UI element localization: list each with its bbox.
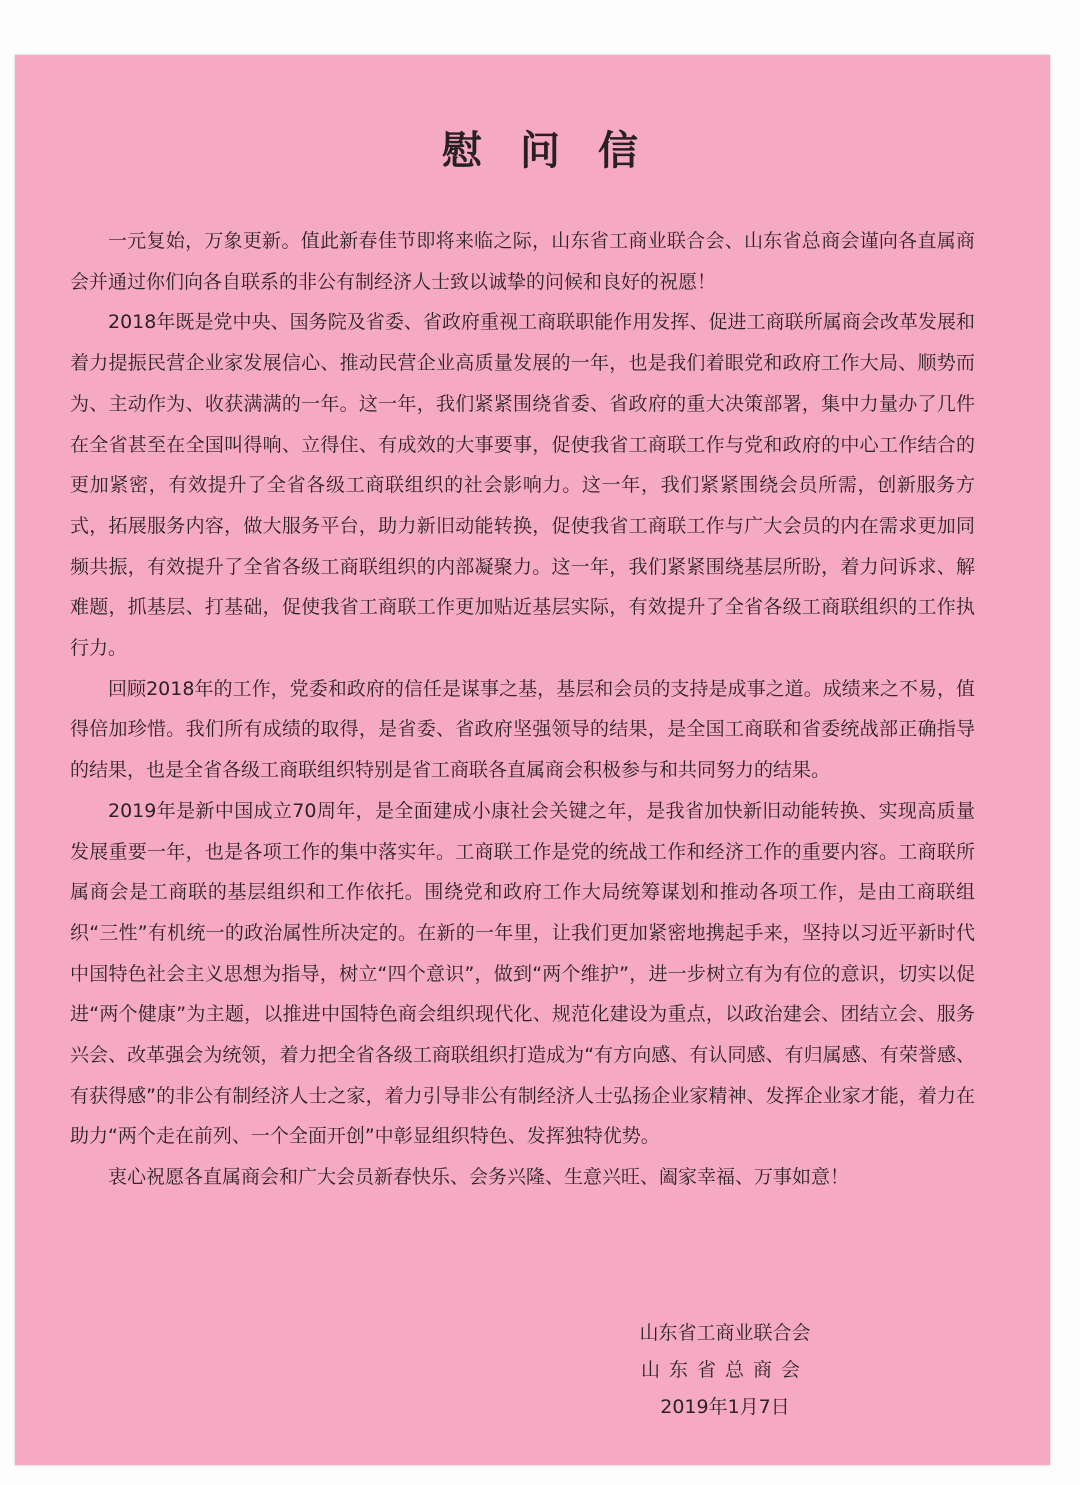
paragraph-2019-outlook: 2019年是新中国成立70周年，是全面建成小康社会关键之年，是我省加快新旧动能转换、实现高质量发展重要一年，也是各项工作的集中落实年。工商联工作是党的统战工作和经济工作的重要内容。工商联所属商会是工商联的基层组织和工作依托。围绕党和政府工作大局统筹谋划和推动各项工作，是由工商联组织“三性”有机统一的政治属性所决定的。在新的一年里，让我们更加紧密地携起手来，坚持以习近平新时代中国特色社会主义思想为指导，树立“四个意识”，做到“两个维护”，进一步树立有为有位的意识，切实以促进“两个健康”为主题，以推进中国特色商会组织现代化、规范化建设为重点，以政治建会、团结立会、服务兴会、改革强会为统领，着力把全省各级工商联组织打造成为“有方向感、有认同感、有归属感、有荣誉感、有获得感”的非公有制经济人士之家，着力引导非公有制经济人士弘扬企业家精神、发挥企业家才能，着力在助力“两个走在前列、一个全面开创”中彰显组织特色、发挥独特优势。	[70, 799, 975, 1148]
paragraph-wishes: 衷心祝愿各直属商会和广大会员新春快乐、会务兴隆、生意兴旺、阖家幸福、万事如意！	[108, 1166, 850, 1189]
letter-body	[70, 221, 975, 1198]
paragraph-2018-review: 2018年既是党中央、国务院及省委、省政府重视工商联职能作用发挥、促进工商联所属商会改革发展和着力提振民营企业家发展信心、推动民营企业高质量发展的一年，也是我们着眼党和政府工作大局、顺势而为、主动作为、收获满满的一年。这一年，我们紧紧围绕省委、省政府的重大决策部署，集中力量办了几件在全省甚至在全国叫得响、立得住、有成效的大事要事，促使我省工商联工作与党和政府的中心工作结合的更加紧密，有效提升了全省各级工商联组织的社会影响力。这一年，我们紧紧围绕会员所需，创新服务方式，拓展服务内容，做大服务平台，助力新旧动能转换，促使我省工商联工作与广大会员的内在需求更加同频共振，有效提升了全省各级工商联组织的内部凝聚力。这一年，我们紧紧围绕基层所盼，着力问诉求、解难题，抓基层、打基础，促使我省工商联工作更加贴近基层实际，有效提升了全省各级工商联组织的工作执行力。	[70, 311, 975, 660]
paragraph-greeting: 一元复始，万象更新。值此新春佳节即将来临之际，山东省工商业联合会、山东省总商会谨向各直属商会并通过你们向各自联系的非公有制经济人士致以诚挚的问候和良好的祝愿！	[70, 230, 975, 293]
signature-block	[600, 1315, 850, 1426]
signature-date: 2019年1月7日	[660, 1396, 790, 1418]
paragraph-reflection: 回顾2018年的工作，党委和政府的信任是谋事之基，基层和会员的支持是成事之道。成绩来之不易，值得倍加珍惜。我们所有成绩的取得，是省委、省政府坚强领导的结果，是全国工商联和省委统战部正确指导的结果，也是全省各级工商联组织特别是省工商联各直属商会积极参与和共同努力的结果。	[70, 677, 975, 782]
signature-org-federation: 山东省工商业联合会	[639, 1322, 811, 1344]
letter-title: 慰问信	[442, 127, 676, 174]
signature-org-chamber: 山东省总商会	[640, 1359, 809, 1381]
